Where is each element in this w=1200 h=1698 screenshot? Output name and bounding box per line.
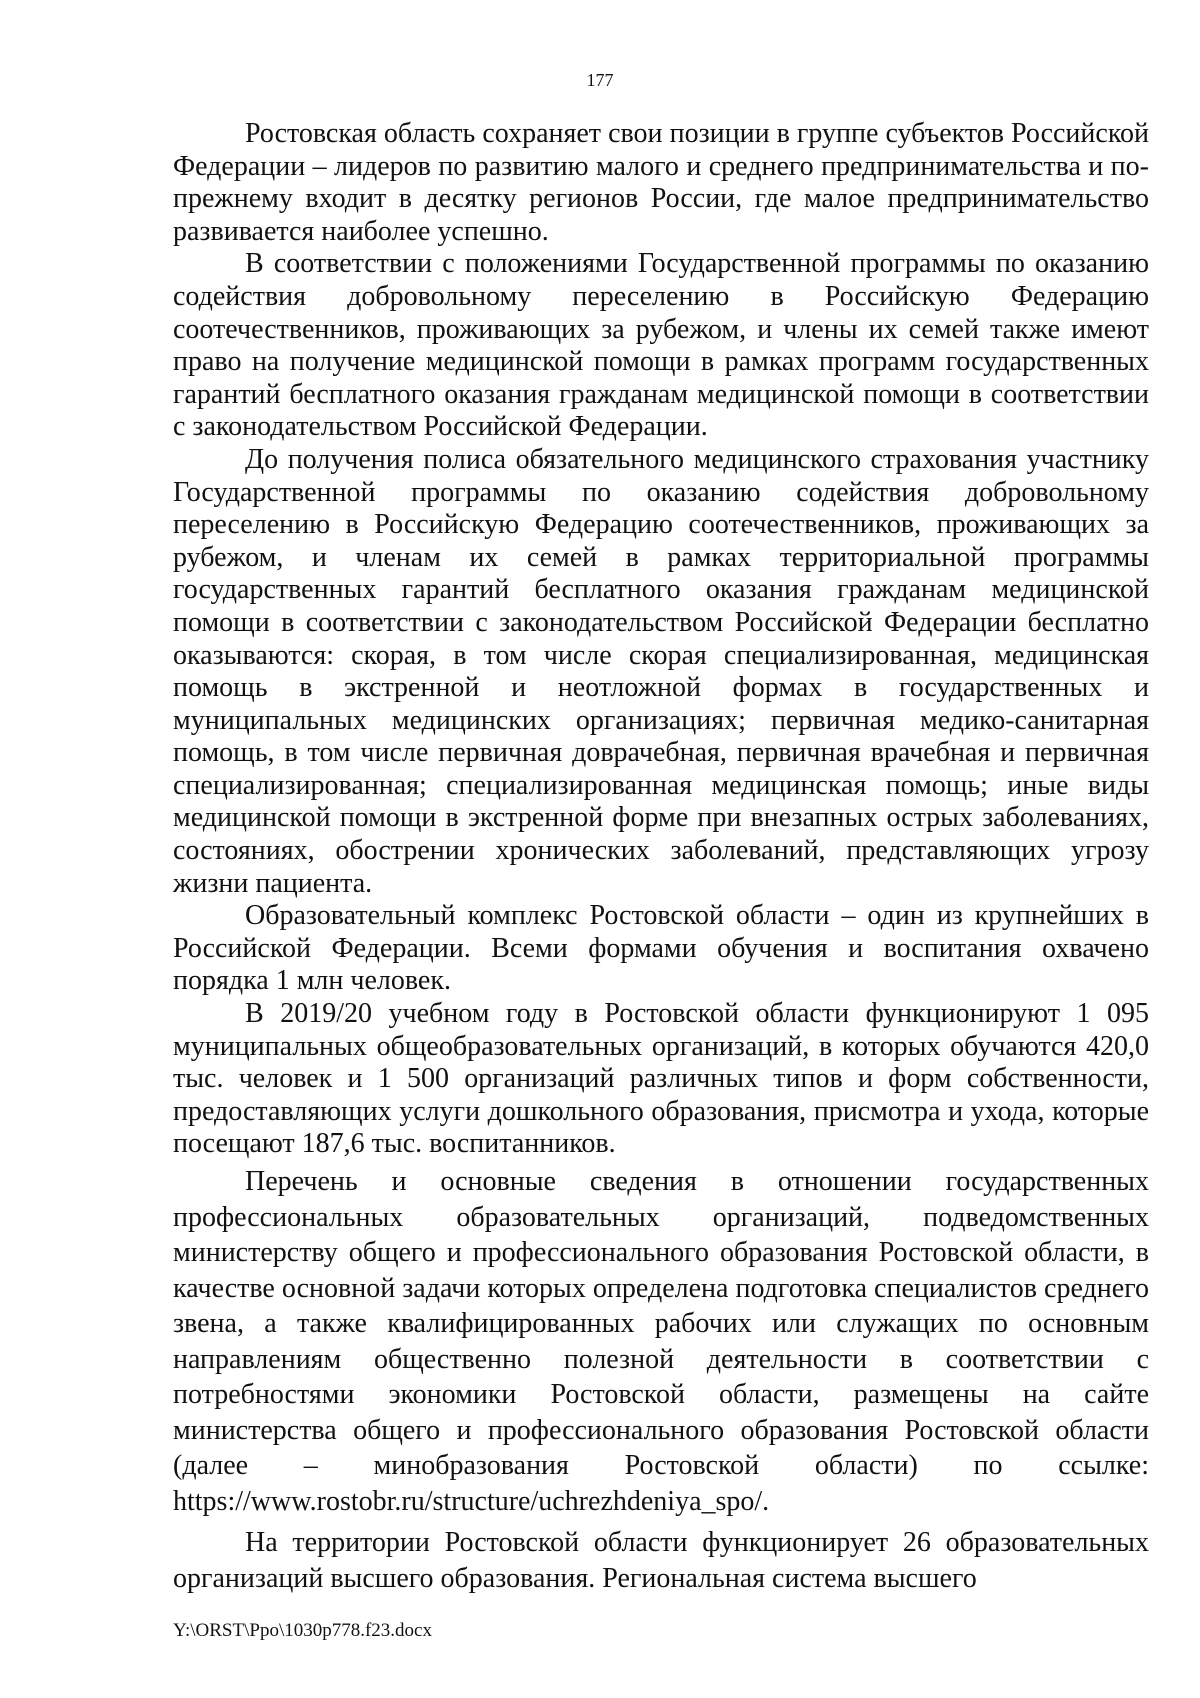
paragraph-medical-care-before-policy: До получения полиса обязательного медицинского страхования участнику Государственной программы по оказанию содействия добровольному переселению в Российскую Федерацию соотечественников, проживающих за рубежом, и членам их семей в рамках территориальной программы государственных гарантий бесплатного оказания гражданам медицинской помощи в соответствии с законодательством Российской Федерации бесплатно оказываются: скорая, в том числе скорая специализированная, медицинская помощь в экстренной и неотложной формах в государственных и муниципальных медицинских организациях; первичная медико-санитарная помощь, в том числе первичная доврачебная, первичная врачебная и первичная специализированная; специализированная медицинская помощь; иные виды медицинской помощи в экстренной форме при внезапных острых заболеваниях, состояниях, обострении хронических заболеваний, представляющих угрозу жизни пациента. [173, 443, 1149, 899]
paragraph-professional-education: Перечень и основные сведения в отношении государственных профессиональных образовательных организаций, подведомственных министерству общего и профессионального образования Ростовской области, в качестве основной задачи которых определена подготовка специалистов среднего звена, а также квалифицированных рабочих или служащих по основным направлениям общественно полезной деятельности в соответствии с потребностями экономики Ростовской области, размещены на сайте министерства общего и профессионального образования Ростовской области (далее – минобразования Ростовской области) по ссылке: https://www.rostobr.ru/structure/uchrezhdeniya_spo/. [173, 1166, 1149, 1517]
paragraph-education-complex: Образовательный комплекс Ростовской области – один из крупнейших в Российской Федерации. Всеми формами обучения и воспитания охвачено порядка 1 млн человек. [173, 900, 1149, 997]
paragraph-compatriots-medical-rights: В соответствии с положениями Государственной программы по оказанию содействия добровольному переселению в Российскую Федерацию соотечественников, проживающих за рубежом, и члены их семей также имеют право на получение медицинской помощи в рамках программ государственных гарантий бесплатного оказания гражданам медицинской помощи в соответствии с законодательством Российской Федерации. [173, 248, 1149, 443]
document-body [173, 118, 1149, 1596]
paragraph-school-year-statistics: В 2019/20 учебном году в Ростовской области функционируют 1 095 муниципальных общеобразовательных организаций, в которых обучаются 420,0 тыс. человек и 1 500 организаций различных типов и форм собственности, предоставляющих услуги дошкольного образования, присмотра и ухода, которые посещают 187,6 тыс. воспитанников. [173, 998, 1149, 1160]
footer-file-path: Y:\ORST\Ppo\1030p778.f23.docx [173, 1620, 432, 1641]
page-number: 177 [586, 70, 614, 90]
paragraph-higher-education: На территории Ростовской области функционирует 26 образовательных организаций высшего образования. Региональная система высшего [173, 1527, 1149, 1594]
paragraph-small-business: Ростовская область сохраняет свои позиции в группе субъектов Российской Федерации – лидеров по развитию малого и среднего предпринимательства и по-прежнему входит в десятку регионов России, где малое предпринимательство развивается наиболее успешно. [173, 118, 1149, 247]
